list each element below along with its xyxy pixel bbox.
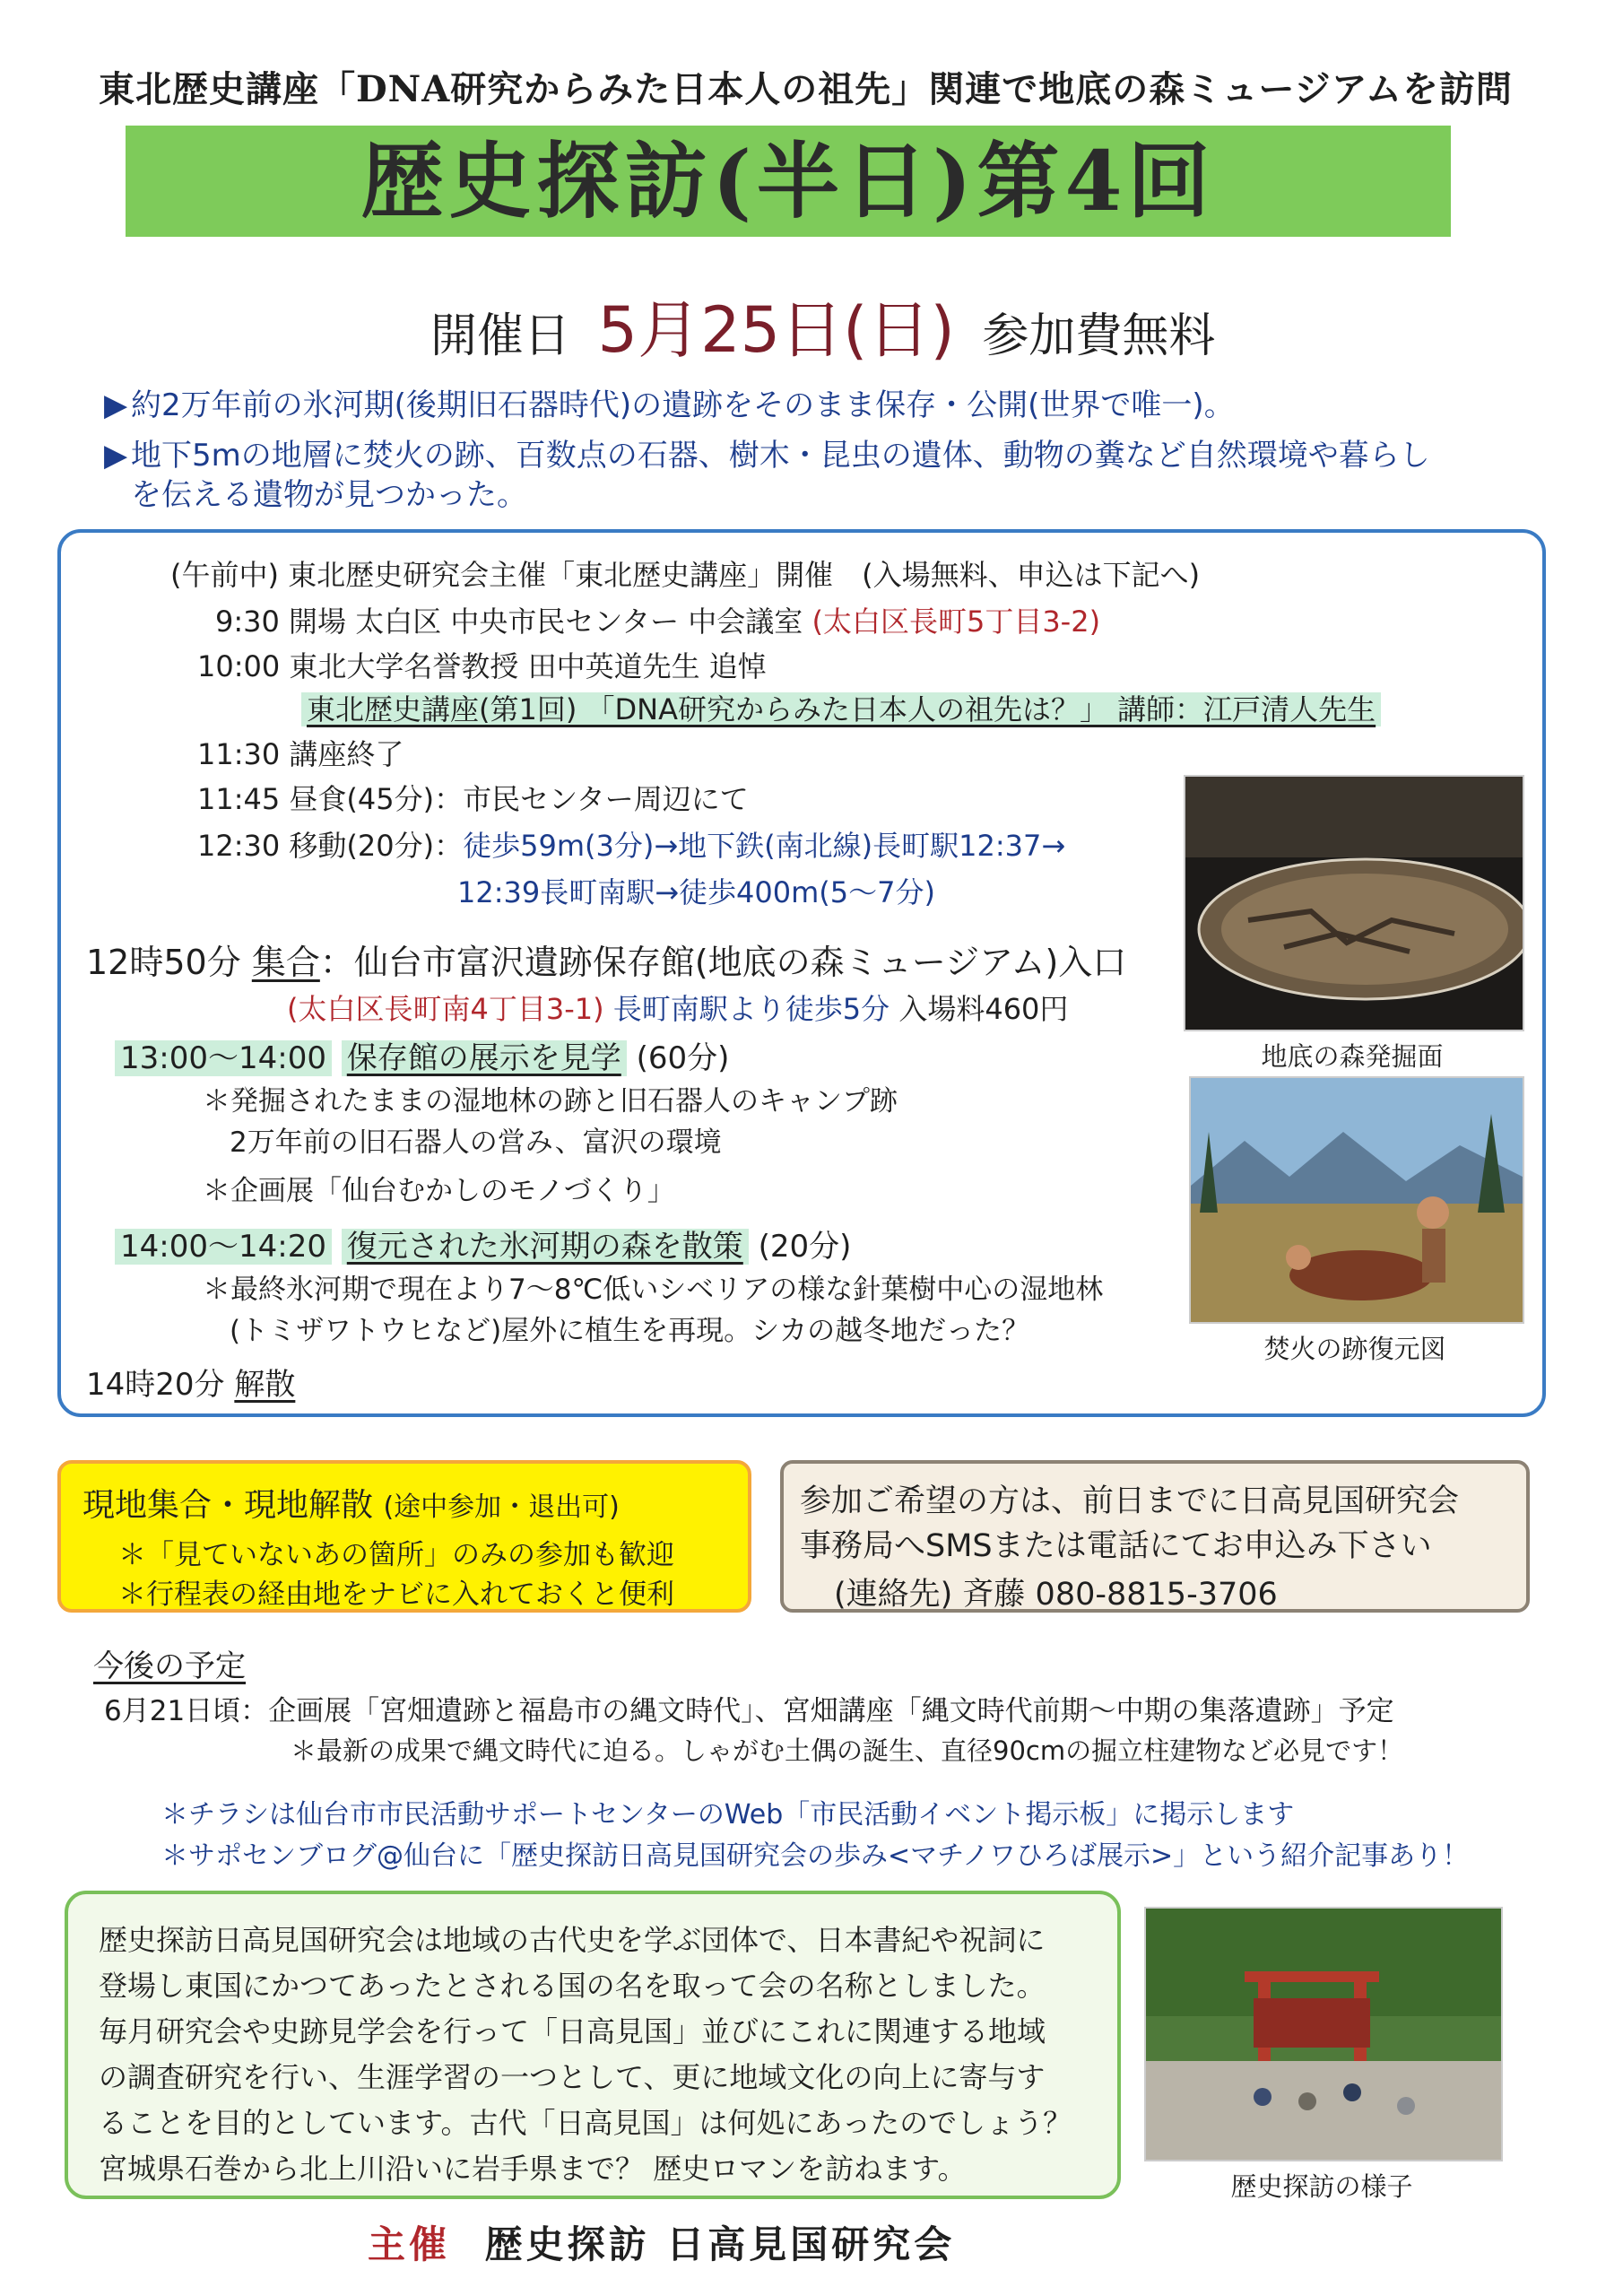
excavation-image (1185, 777, 1523, 1030)
page-title: 歴史探訪(半日)第4回 (360, 133, 1216, 230)
date-label: 開催日 (430, 309, 571, 363)
notice-item: ＊「見ていないあの箇所」のみの参加も歓迎 (118, 1539, 674, 1571)
triangle-bullet-icon: ▶ (104, 438, 128, 474)
bullet-item: ▶ 地下5mの地層に焚火の跡、百数点の石器、樹木・昆虫の遺体、動物の糞など自然環境や暮らし (104, 438, 1430, 474)
title-banner (126, 126, 1451, 237)
campfire-illustration (1189, 1076, 1524, 1324)
date-line (430, 280, 1215, 370)
organizer-line: 主催 歴史探訪 日高見国研究会 (368, 2222, 956, 2266)
schedule-line: 10:00 東北大学名誉教授 田中英道先生 追悼 (197, 649, 767, 683)
about-box (65, 1891, 1121, 2199)
about-line: の調査研究を行い、生涯学習の一つとして、更に地域文化の向上に寄与す (99, 2060, 1046, 2094)
bullet-item-continued: を伝える遺物が見つかった。 (131, 477, 527, 513)
note-item: ＊サポセンブログ@仙台に「歴史探訪日高見国研究会の歩み<マチノワひろば展示>」という紹介記事あり！ (161, 1840, 1470, 1872)
session-note: 2万年前の旧石器人の営み、富沢の環境 (230, 1126, 722, 1159)
contact-line: 参加ご希望の方は、前日までに日高見国研究会 (800, 1483, 1460, 1519)
excavation-photo (1184, 775, 1524, 1031)
schedule-line: 9:30 開場 太白区 中央市民センター 中会議室 (太白区長町5丁目3-2) (215, 604, 1101, 639)
session-note: ＊発掘されたままの湿地林の跡と旧石器人のキャンプ跡 (203, 1085, 898, 1118)
contact-phone: (連絡先) 斉藤 080-8815-3706 (834, 1577, 1278, 1613)
notice-title: 現地集合・現地解散 (途中参加・退出可) (82, 1487, 620, 1524)
fee-text: 参加費無料 (982, 309, 1216, 363)
meeting-line: 12時50分 集合：仙台市富沢遺跡保存館(地底の森ミュージアム)入口 (86, 943, 1127, 982)
contact-line: 事務局へSMSまたは電話にてお申込み下さい (800, 1528, 1432, 1564)
about-line: 登場し東国にかつてあったとされる国の名を取って会の名称としました。 (99, 1969, 1046, 2003)
contact-box (780, 1460, 1530, 1613)
schedule-line: 12:39長町南駅→徒歩400m(5～7分) (457, 875, 935, 909)
shrine-image (1146, 1909, 1501, 2160)
about-line: 宮城県石巻から北上川沿いに岩手県まで？ 歴史ロマンを訪ねます。 (99, 2152, 967, 2186)
session-note: (トミザワトウヒなど)屋外に植生を再現。シカの越冬地だった？ (230, 1315, 1030, 1347)
event-date: 5月25日(日) (597, 293, 955, 367)
triangle-bullet-icon: ▶ (104, 387, 128, 423)
dismissal-line: 14時20分 解散 (86, 1367, 296, 1403)
photo-caption: 地底の森発掘面 (1261, 1041, 1444, 1072)
session-note: ＊企画展「仙台むかしのモノづくり」 (203, 1175, 675, 1207)
meeting-details: (太白区長町南4丁目3-1) 長町南駅より徒歩5分 入場料460円 (287, 992, 1069, 1026)
schedule-line: 12:30 移動(20分)：徒歩59m(3分)→地下鉄(南北線)長町駅12:37→ (197, 829, 1066, 863)
session-2: 14:00～14:20 復元された氷河期の森を散策 (20分) (115, 1222, 851, 1265)
session-note: ＊最終氷河期で現在より7～8℃低いシベリアの様な針葉樹中心の湿地林 (203, 1274, 1104, 1306)
about-line: ることを目的としています。古代「日高見国」は何処にあったのでしょう？ (99, 2106, 1072, 2140)
future-item: 6月21日頃：企画展「宮畑遺跡と福島市の縄文時代」、宮畑講座「縄文時代前期～中期の集落遺跡」予定 (104, 1695, 1394, 1727)
subtitle: 東北歴史講座「DNA研究からみた日本人の祖先」関連で地底の森ミュージアムを訪問 (99, 68, 1513, 110)
bullet-item: ▶ 約2万年前の氷河期(後期旧石器時代)の遺跡をそのまま保存・公開(世界で唯一)。 (104, 387, 1235, 423)
about-line: 毎月研究会や史跡見学会を行って「日高見国」並びにこれに関連する地域 (99, 2014, 1046, 2048)
campfire-image (1191, 1078, 1523, 1322)
future-note: ＊最新の成果で縄文時代に迫る。しゃがむ土偶の誕生、直径90cmの掘立柱建物など必見です！ (291, 1735, 1404, 1766)
notice-box (57, 1460, 751, 1613)
future-heading: 今後の予定 (93, 1648, 246, 1684)
lecture-title: 東北歴史講座(第1回) 「DNA研究からみた日本人の祖先は？」 講師：江戸清人先生 (301, 687, 1381, 728)
session-1: 13:00～14:00 保存館の展示を見学 (60分) (115, 1033, 729, 1077)
note-item: ＊チラシは仙台市市民活動サポートセンターのWeb「市民活動イベント掲示板」に掲示します (161, 1799, 1295, 1831)
about-line: 歴史探訪日高見国研究会は地域の古代史を学ぶ団体で、日本書紀や祝詞に (99, 1923, 1046, 1957)
notice-item: ＊行程表の経由地をナビに入れておくと便利 (118, 1578, 674, 1611)
schedule-line: 11:30 講座終了 (197, 737, 404, 771)
morning-title: (午前中) 東北歴史研究会主催「東北歴史講座」開催 (入場無料、申込は下記へ) (170, 558, 1201, 592)
activity-photo (1144, 1907, 1503, 2161)
photo-caption: 歴史探訪の様子 (1230, 2171, 1413, 2202)
photo-caption: 焚火の跡復元図 (1263, 1334, 1446, 1364)
schedule-line: 11:45 昼食(45分)：市民センター周辺にて (197, 782, 749, 816)
